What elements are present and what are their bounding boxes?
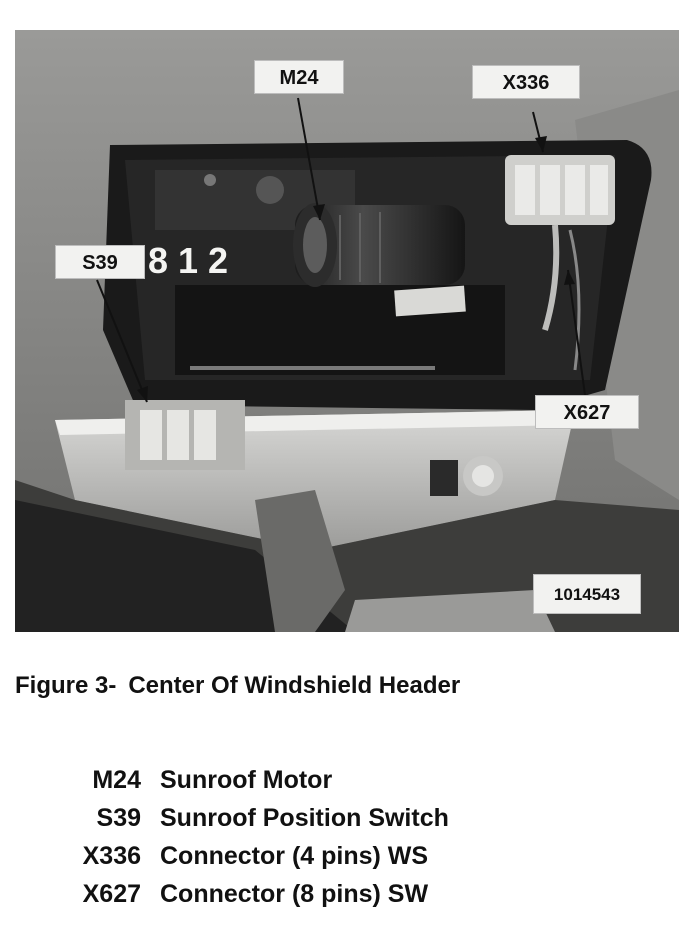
legend-description: Connector (8 pins) SW: [160, 880, 429, 908]
legend-row: [0, 880, 693, 918]
photo-marking: 8 1 2: [148, 240, 229, 281]
legend-row: [0, 804, 693, 842]
figure-caption: [15, 672, 460, 700]
callout-x336: X336: [472, 65, 580, 99]
image-id-tag: 1014543: [533, 574, 641, 614]
legend-code: X627: [82, 880, 141, 908]
windshield-header-photo: [15, 30, 679, 632]
callout-s39: S39: [55, 245, 145, 279]
figure-title: Center Of Windshield Header: [128, 672, 461, 699]
component-legend: [0, 766, 693, 918]
legend-code: M24: [92, 766, 141, 794]
legend-code: X336: [82, 842, 141, 870]
legend-description: Connector (4 pins) WS: [160, 842, 429, 870]
legend-row: [0, 766, 693, 804]
callout-x627: X627: [535, 395, 639, 429]
legend-description: Sunroof Motor: [160, 766, 333, 794]
legend-description: Sunroof Position Switch: [160, 804, 449, 832]
callout-m24: M24: [254, 60, 344, 94]
legend-row: [0, 842, 693, 880]
figure-number: Figure 3-: [15, 672, 117, 699]
legend-code: S39: [96, 804, 141, 832]
